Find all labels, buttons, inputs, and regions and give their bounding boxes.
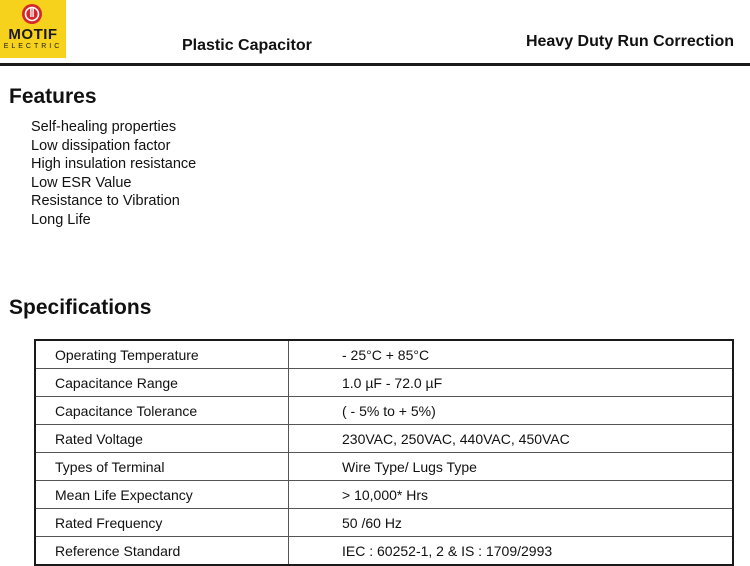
specifications-heading: Specifications	[9, 296, 152, 319]
spec-parameter: Capacitance Range	[35, 369, 289, 397]
spec-parameter: Capacitance Tolerance	[35, 397, 289, 425]
spec-parameter: Mean Life Expectancy	[35, 481, 289, 509]
feature-item: Low ESR Value	[31, 174, 132, 191]
spec-value: Wire Type/ Lugs Type	[289, 453, 734, 481]
table-row	[35, 481, 733, 509]
spec-parameter: Reference Standard	[35, 537, 289, 566]
spec-value: 1.0 µF - 72.0 µF	[289, 369, 734, 397]
product-title: Plastic Capacitor	[182, 37, 312, 54]
header-divider	[0, 63, 750, 66]
table-row	[35, 425, 733, 453]
features-list	[31, 118, 196, 229]
spec-value: 230VAC, 250VAC, 440VAC, 450VAC	[289, 425, 734, 453]
feature-item: Resistance to Vibration	[31, 193, 180, 209]
specifications-table	[34, 339, 734, 566]
feature-item: Low dissipation factor	[31, 137, 171, 154]
table-row	[35, 509, 733, 537]
spec-parameter: Rated Voltage	[35, 425, 289, 453]
spec-parameter: Types of Terminal	[35, 453, 289, 481]
table-row	[35, 369, 733, 397]
table-row	[35, 397, 733, 425]
brand-logo	[0, 0, 66, 58]
feature-item: Self-healing properties	[31, 119, 177, 135]
spec-value: ( - 5% to + 5%)	[289, 397, 734, 425]
feature-item: Long Life	[31, 211, 91, 228]
spec-value: - 25°C + 85°C	[289, 340, 734, 369]
spec-parameter: Rated Frequency	[35, 509, 289, 537]
motif-logo-icon	[21, 3, 43, 25]
spec-value: 50 /60 Hz	[289, 509, 734, 537]
brand-name: MOTIF	[8, 26, 58, 43]
brand-subtitle: ELECTRIC	[3, 43, 63, 50]
product-category: Heavy Duty Run Correction	[525, 33, 734, 50]
table-row	[35, 537, 733, 566]
table-row	[35, 453, 733, 481]
features-heading: Features	[9, 85, 97, 108]
table-row	[35, 340, 733, 369]
spec-value: IEC : 60252-1, 2 & IS : 1709/2993	[289, 537, 734, 566]
spec-value: > 10,000* Hrs	[289, 481, 734, 509]
feature-item: High insulation resistance	[31, 156, 197, 172]
spec-parameter: Operating Temperature	[35, 340, 289, 369]
